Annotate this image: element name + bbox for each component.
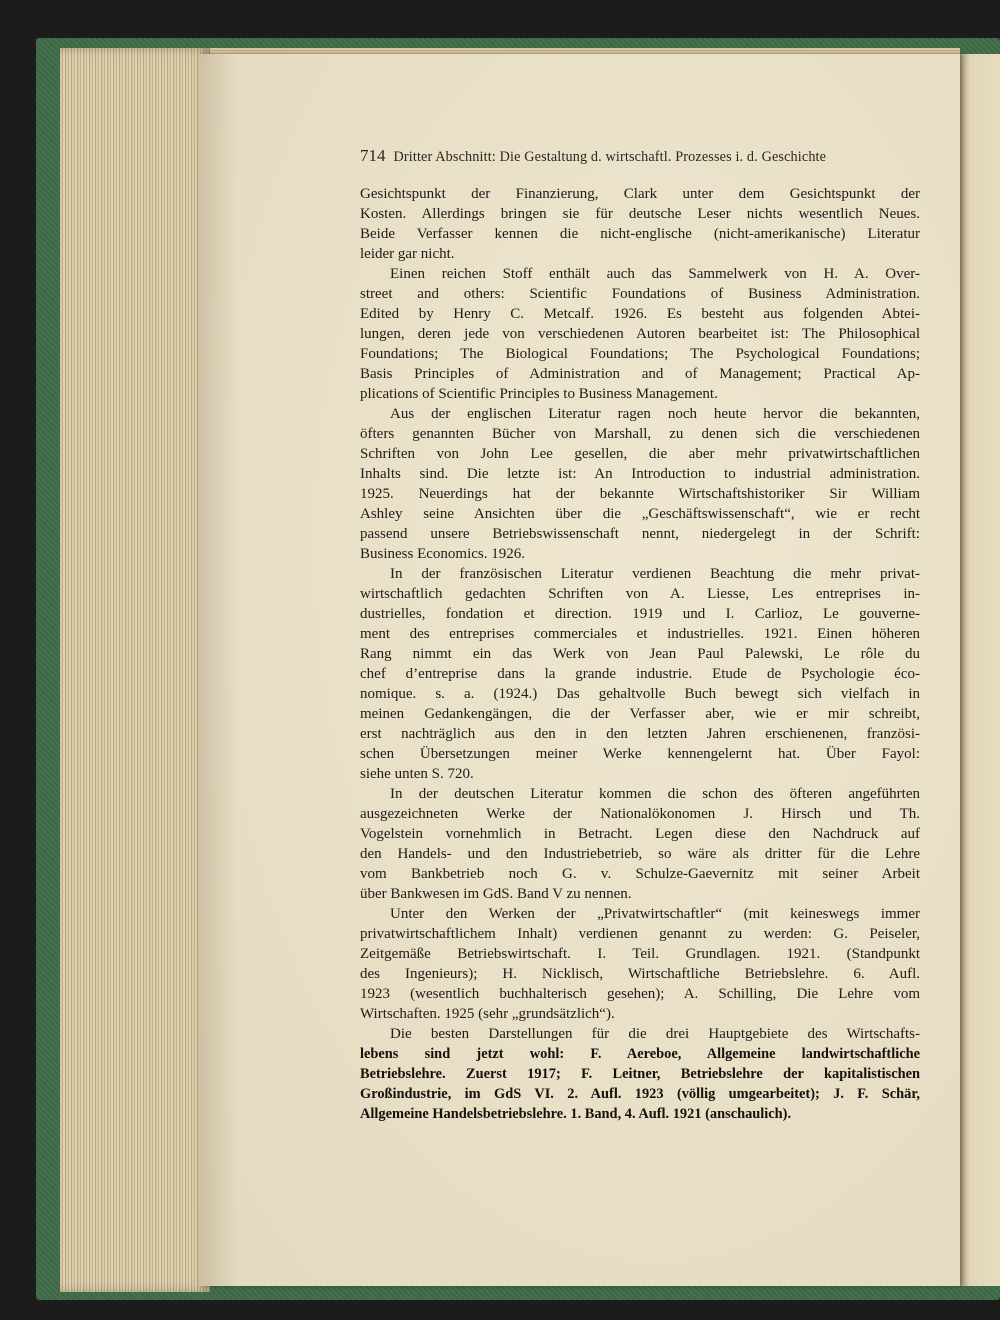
- text-line: Aus der englischen Literatur ragen noch heute hervor die bekannten,: [390, 406, 920, 422]
- text-line: Betriebslehre. Zuerst 1917; F. Leitner, Betriebslehre der kapitalistischen: [360, 1066, 920, 1082]
- text-line: siehe unten S. 720.: [360, 766, 474, 782]
- text-line: öfters genannten Bücher von Marshall, zu denen sich die verschiedenen: [360, 426, 920, 442]
- facing-page-edge: [960, 54, 1000, 1286]
- text-line: Einen reichen Stoff enthält auch das Sammelwerk von H. A. Over-: [390, 266, 920, 282]
- text-line: Inhalts sind. Die letzte ist: An Introduction to industrial administration.: [360, 466, 920, 482]
- text-line: street and others: Scientific Foundations of Business Administration.: [360, 286, 920, 302]
- text-line: leider gar nicht.: [360, 246, 455, 262]
- text-line: plications of Scientific Principles to Business Management.: [360, 386, 718, 402]
- text-line: In der französischen Literatur verdienen Beachtung die mehr privat-: [390, 566, 920, 582]
- text-line: Allgemeine Handelsbetriebslehre. 1. Band, 4. Aufl. 1921 (anschaulich).: [360, 1106, 792, 1122]
- text-line: nomique. s. a. (1924.) Das gehaltvolle Buch bewegt sich vielfach in: [360, 686, 920, 702]
- text-line: Foundations; The Biological Foundations; The Psychological Foundations;: [360, 346, 920, 362]
- page-edges-stack: [60, 48, 210, 1292]
- text-line: Gesichtspunkt der Finanzierung, Clark unter dem Gesichtspunkt der: [360, 186, 920, 202]
- text-line: chef d’entreprise dans la grande industrie. Etude de Psychologie éco-: [360, 666, 920, 682]
- text-line: meinen Gedankengängen, die der Verfasser aber, wie er mir schreibt,: [360, 706, 920, 722]
- running-head: Dritter Abschnitt: Die Gestaltung d. wirtschaftl. Prozesses i. d. Geschichte: [393, 149, 827, 165]
- text-line: wirtschaftlich gedachten Schriften von A. Liesse, Les entreprises in-: [360, 586, 920, 602]
- text-line: Unter den Werken der „Privatwirtschaftler“ (mit keineswegs immer: [390, 906, 920, 922]
- text-line: Die besten Darstellungen für die drei Hauptgebiete des Wirtschafts-: [390, 1026, 920, 1042]
- page-number: 714: [360, 146, 386, 165]
- text-line: Basis Principles of Administration and of Management; Practical Ap-: [360, 366, 920, 382]
- text-line: über Bankwesen im GdS. Band V zu nennen.: [360, 886, 632, 902]
- text-line: schen Übersetzungen meiner Werke kennengelernt hat. Über Fayol:: [360, 746, 920, 762]
- text-line: den Handels- und den Industriebetrieb, so wäre als dritter für die Lehre: [360, 846, 920, 862]
- text-line: erst nachträglich aus den in den letzten Jahren erschienenen, französi-: [360, 726, 920, 742]
- text-line: 1923 (wesentlich buchhalterisch gesehen); A. Schilling, Die Lehre vom: [360, 986, 920, 1002]
- text-line: Edited by Henry C. Metcalf. 1926. Es besteht aus folgenden Abtei-: [360, 306, 920, 322]
- text-line: dustrielles, fondation et direction. 1919 und I. Carlioz, Le gouverne-: [360, 606, 920, 622]
- text-line: ausgezeichneten Werke der Nationalökonomen J. Hirsch und Th.: [360, 806, 920, 822]
- page-header: [360, 146, 920, 166]
- text-line: Ashley seine Ansichten über die „Geschäftswissenschaft“, wie er recht: [360, 506, 920, 522]
- text-line: In der deutschen Literatur kommen die schon des öfteren angeführten: [390, 786, 920, 802]
- text-line: Rang nimmt ein das Werk von Jean Paul Palewski, Le rôle du: [360, 646, 920, 662]
- text-line: ment des entreprises commerciales et industrielles. 1921. Einen höheren: [360, 626, 920, 642]
- text-line: Wirtschaften. 1925 (sehr „grundsätzlich“).: [360, 1006, 615, 1022]
- text-line: Vogelstein vornehmlich in Betracht. Legen diese den Nachdruck auf: [360, 826, 920, 842]
- text-line: passend unsere Betriebswissenschaft nennt, niedergelegt in der Schrift:: [360, 526, 920, 542]
- text-line: Schriften von John Lee gesellen, die aber mehr privatwirtschaftlichen: [360, 446, 920, 462]
- body-text: [360, 184, 920, 1124]
- text-line: Beide Verfasser kennen die nicht-englische (nicht-amerikanische) Literatur: [360, 226, 920, 242]
- text-line: lebens sind jetzt wohl: F. Aereboe, Allgemeine landwirtschaftliche: [360, 1046, 920, 1062]
- text-line: vom Bankbetrieb noch G. v. Schulze-Gaevernitz mit seiner Arbeit: [360, 866, 920, 882]
- text-line: Kosten. Allerdings bringen sie für deutsche Leser nichts wesentlich Neues.: [360, 206, 920, 222]
- text-line: 1925. Neuerdings hat der bekannte Wirtschaftshistoriker Sir William: [360, 486, 920, 502]
- text-line: des Ingenieurs); H. Nicklisch, Wirtschaftliche Betriebslehre. 6. Aufl.: [360, 966, 920, 982]
- text-line: Großindustrie, im GdS VI. 2. Aufl. 1923 (völlig umgearbeitet); J. F. Schär,: [360, 1086, 920, 1102]
- text-line: Business Economics. 1926.: [360, 546, 525, 562]
- text-line: Zeitgemäße Betriebswirtschaft. I. Teil. Grundlagen. 1921. (Standpunkt: [360, 946, 920, 962]
- text-line: privatwirtschaftlichem Inhalt) verdienen genannt zu werden: G. Peiseler,: [360, 926, 920, 942]
- text-line: lungen, deren jede von verschiedenen Autoren bearbeitet ist: The Philosophical: [360, 326, 920, 342]
